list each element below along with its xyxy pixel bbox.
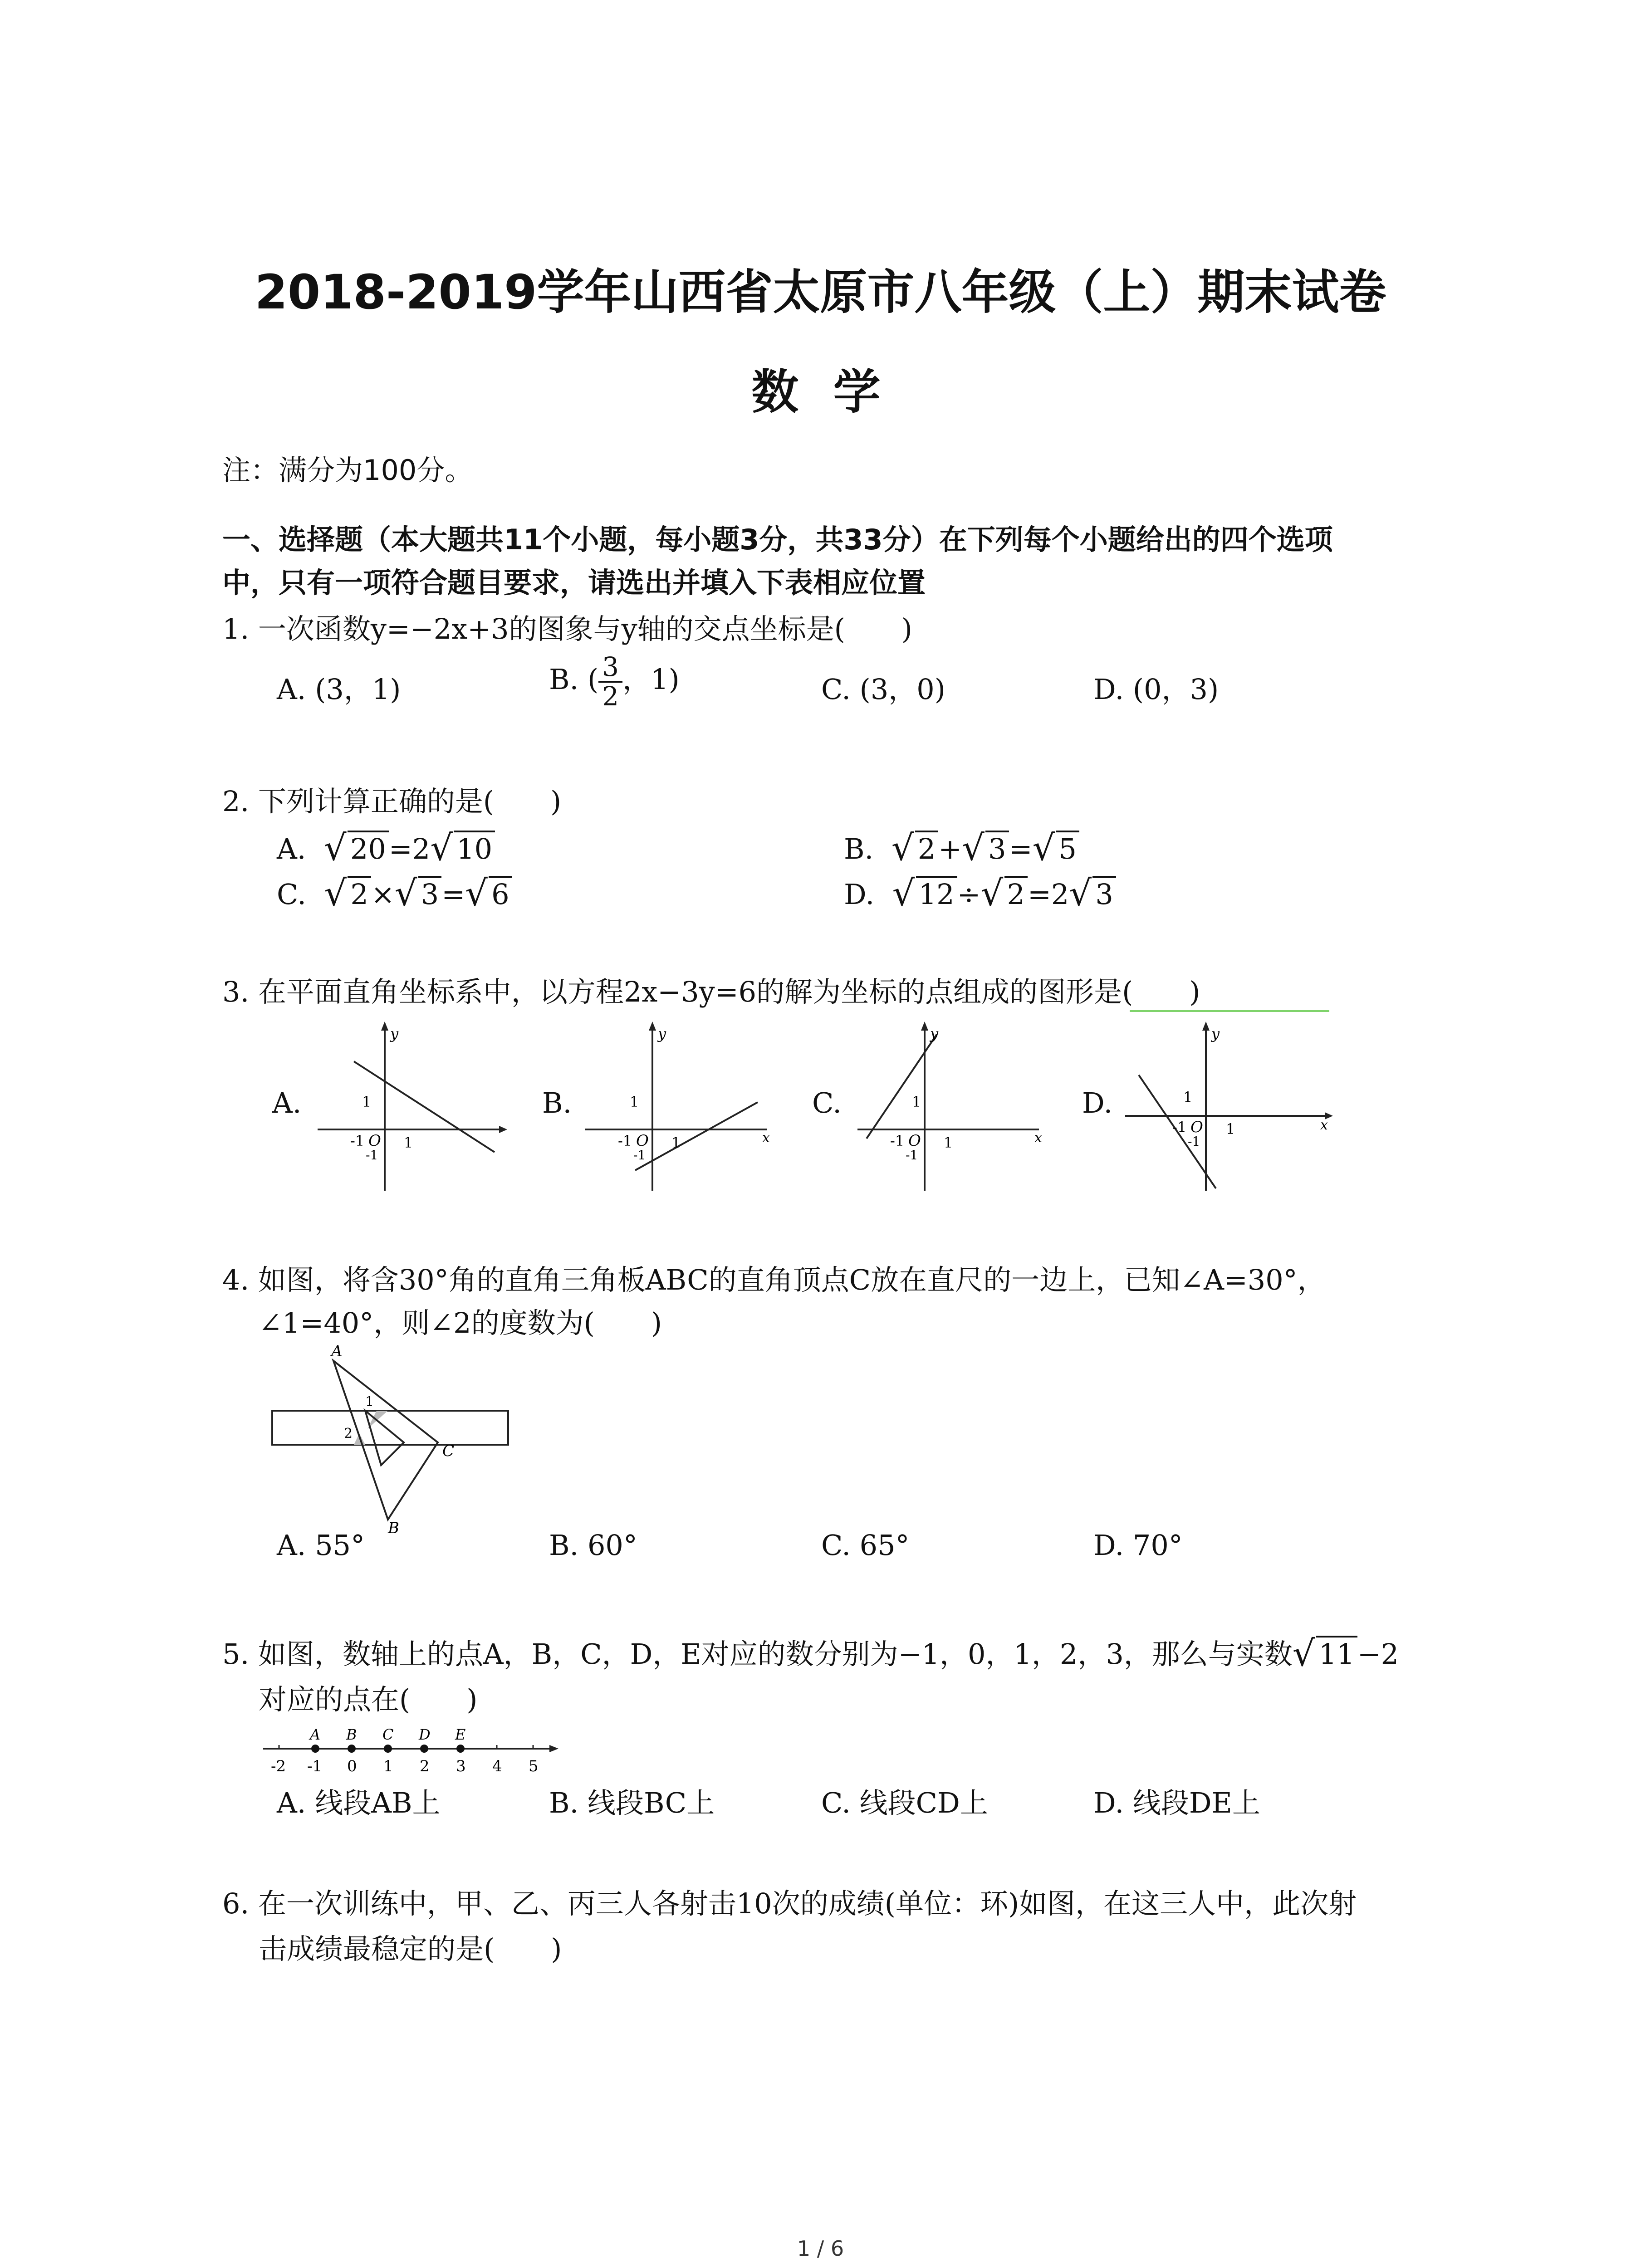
q5-option-a: A. 线段AB上 bbox=[277, 1786, 441, 1819]
point-e: E bbox=[455, 1726, 466, 1743]
q5-line2: 对应的点在( ) bbox=[259, 1683, 478, 1716]
q3-graph-a bbox=[318, 1021, 508, 1193]
q6-line1: 6. 在一次训练中，甲、乙、丙三人各射击10次的成绩(单位：环)如图，在这三人中，此次射 bbox=[222, 1887, 1357, 1920]
tick-label: -1 bbox=[307, 1757, 323, 1775]
q5-number-line bbox=[261, 1721, 560, 1780]
axis-y-label: y bbox=[1211, 1025, 1220, 1042]
tick-label: 0 bbox=[347, 1757, 357, 1775]
tick-one: 1 bbox=[1183, 1089, 1193, 1106]
tick-label: -2 bbox=[271, 1757, 286, 1775]
origin-label: O bbox=[636, 1132, 649, 1150]
tick-one: 1 bbox=[912, 1093, 921, 1110]
angle-2-label: 2 bbox=[344, 1426, 353, 1442]
note: 注：满分为100分。 bbox=[222, 454, 473, 487]
section1-line2: 中，只有一项符合题目要求，请选出并填入下表相应位置 bbox=[222, 566, 926, 599]
q1-option-d: D. (0，3) bbox=[1093, 673, 1219, 706]
q3-label-a: A. bbox=[272, 1086, 302, 1119]
q6-line2: 击成绩最稳定的是( ) bbox=[259, 1932, 562, 1965]
q3-label-d: D. bbox=[1082, 1086, 1113, 1119]
q3-graph-c bbox=[857, 1021, 1048, 1193]
page-title: 2018-2019学年山西省太原市八年级（上）期末试卷 bbox=[255, 264, 1386, 320]
q5-option-b: B. 线段BC上 bbox=[549, 1786, 715, 1819]
origin-label: O bbox=[908, 1132, 921, 1150]
axis-y-label: y bbox=[930, 1025, 939, 1042]
axis-y-label: y bbox=[658, 1025, 666, 1042]
green-underline bbox=[1130, 1009, 1334, 1014]
axis-y-label: y bbox=[390, 1025, 399, 1042]
axis-x-label: x bbox=[1034, 1130, 1042, 1146]
tick-label: 5 bbox=[529, 1757, 539, 1775]
q5-line1: 5. 如图，数轴上的点A，B，C，D，E对应的数分别为−1，0，1，2，3，那么与实数 √ 11−2 bbox=[222, 1633, 1399, 1674]
tick-neg: -1 bbox=[1188, 1134, 1200, 1149]
tick-one: 1 bbox=[404, 1134, 413, 1151]
q1-stem: 1. 一次函数y=−2x+3的图象与y轴的交点坐标是( ) bbox=[222, 612, 912, 645]
tick-label: 2 bbox=[420, 1757, 430, 1775]
tick-neg: -1 bbox=[366, 1148, 378, 1163]
origin-label: O bbox=[1190, 1118, 1203, 1136]
q3-graph-b bbox=[585, 1021, 776, 1193]
q2-option-b: B. √ 2+ √ 3= √ 5 bbox=[844, 832, 1079, 865]
q3-graph-d bbox=[1125, 1021, 1334, 1193]
angle-1-label: 1 bbox=[365, 1394, 374, 1410]
section1-line1: 一、选择题（本大题共11个小题，每小题3分，共33分）在下列每个小题给出的四个选项 bbox=[222, 523, 1333, 556]
q5-option-d: D. 线段DE上 bbox=[1093, 1786, 1260, 1819]
tick-one: 1 bbox=[362, 1093, 372, 1110]
tick-label: 4 bbox=[492, 1757, 502, 1775]
q4-line2: ∠1=40°，则∠2的度数为( ) bbox=[259, 1306, 662, 1339]
q4-option-b: B. 60° bbox=[549, 1529, 637, 1562]
q1-option-a: A. (3，1) bbox=[277, 673, 401, 706]
tick-one: 1 bbox=[944, 1134, 953, 1151]
vertex-a: A bbox=[331, 1343, 343, 1360]
point-c: C bbox=[382, 1726, 394, 1743]
tick-one: 1 bbox=[671, 1134, 681, 1151]
q3-stem: 3. 在平面直角坐标系中，以方程2x−3y=6的解为坐标的点组成的图形是( ) bbox=[222, 975, 1200, 1008]
tick-one: 1 bbox=[1226, 1120, 1235, 1138]
point-b: B bbox=[346, 1726, 357, 1743]
point-d: D bbox=[419, 1726, 431, 1743]
origin-label: O bbox=[368, 1132, 381, 1150]
subject-title: 数 学 bbox=[751, 364, 890, 420]
q3-label-c: C. bbox=[812, 1086, 842, 1119]
q4-option-a: A. 55° bbox=[277, 1529, 365, 1562]
point-a: A bbox=[310, 1726, 321, 1743]
tick-neg: -1 bbox=[618, 1132, 632, 1149]
q4-line1: 4. 如图，将含30°角的直角三角板ABC的直角顶点C放在直尺的一边上，已知∠A=30°， bbox=[222, 1263, 1326, 1296]
tick-neg: -1 bbox=[1172, 1119, 1187, 1136]
axis-x-label: x bbox=[1320, 1117, 1328, 1133]
q3-label-b: B. bbox=[542, 1086, 572, 1119]
q5-option-c: C. 线段CD上 bbox=[821, 1786, 988, 1819]
vertex-c: C bbox=[442, 1442, 455, 1460]
q4-option-d: D. 70° bbox=[1093, 1529, 1183, 1562]
axis-x-label: x bbox=[762, 1130, 770, 1146]
q2-option-a: A. √ 20=2 √ 10 bbox=[277, 832, 495, 865]
q2-option-d: D. √ 12÷ √ 2=2 √ 3 bbox=[844, 878, 1116, 911]
tick-label: 3 bbox=[456, 1757, 466, 1775]
page-number: 1 / 6 bbox=[797, 2236, 844, 2261]
q4-figure bbox=[263, 1343, 517, 1533]
q2-option-c: C. √ 2× √ 3= √ 6 bbox=[277, 878, 512, 911]
tick-neg: -1 bbox=[633, 1148, 646, 1163]
q1-option-c: C. (3，0) bbox=[821, 673, 945, 706]
vertex-b: B bbox=[388, 1519, 399, 1533]
tick-neg: -1 bbox=[890, 1132, 905, 1149]
tick-one: 1 bbox=[630, 1093, 639, 1110]
q2-stem: 2. 下列计算正确的是( ) bbox=[222, 785, 562, 818]
q4-option-c: C. 65° bbox=[821, 1529, 910, 1562]
tick-label: 1 bbox=[383, 1757, 393, 1775]
q1-option-b: B. ( $\frac{3}{2}$ ，1) bbox=[549, 651, 680, 712]
tick-neg: -1 bbox=[350, 1132, 365, 1149]
tick-neg: -1 bbox=[906, 1148, 918, 1163]
